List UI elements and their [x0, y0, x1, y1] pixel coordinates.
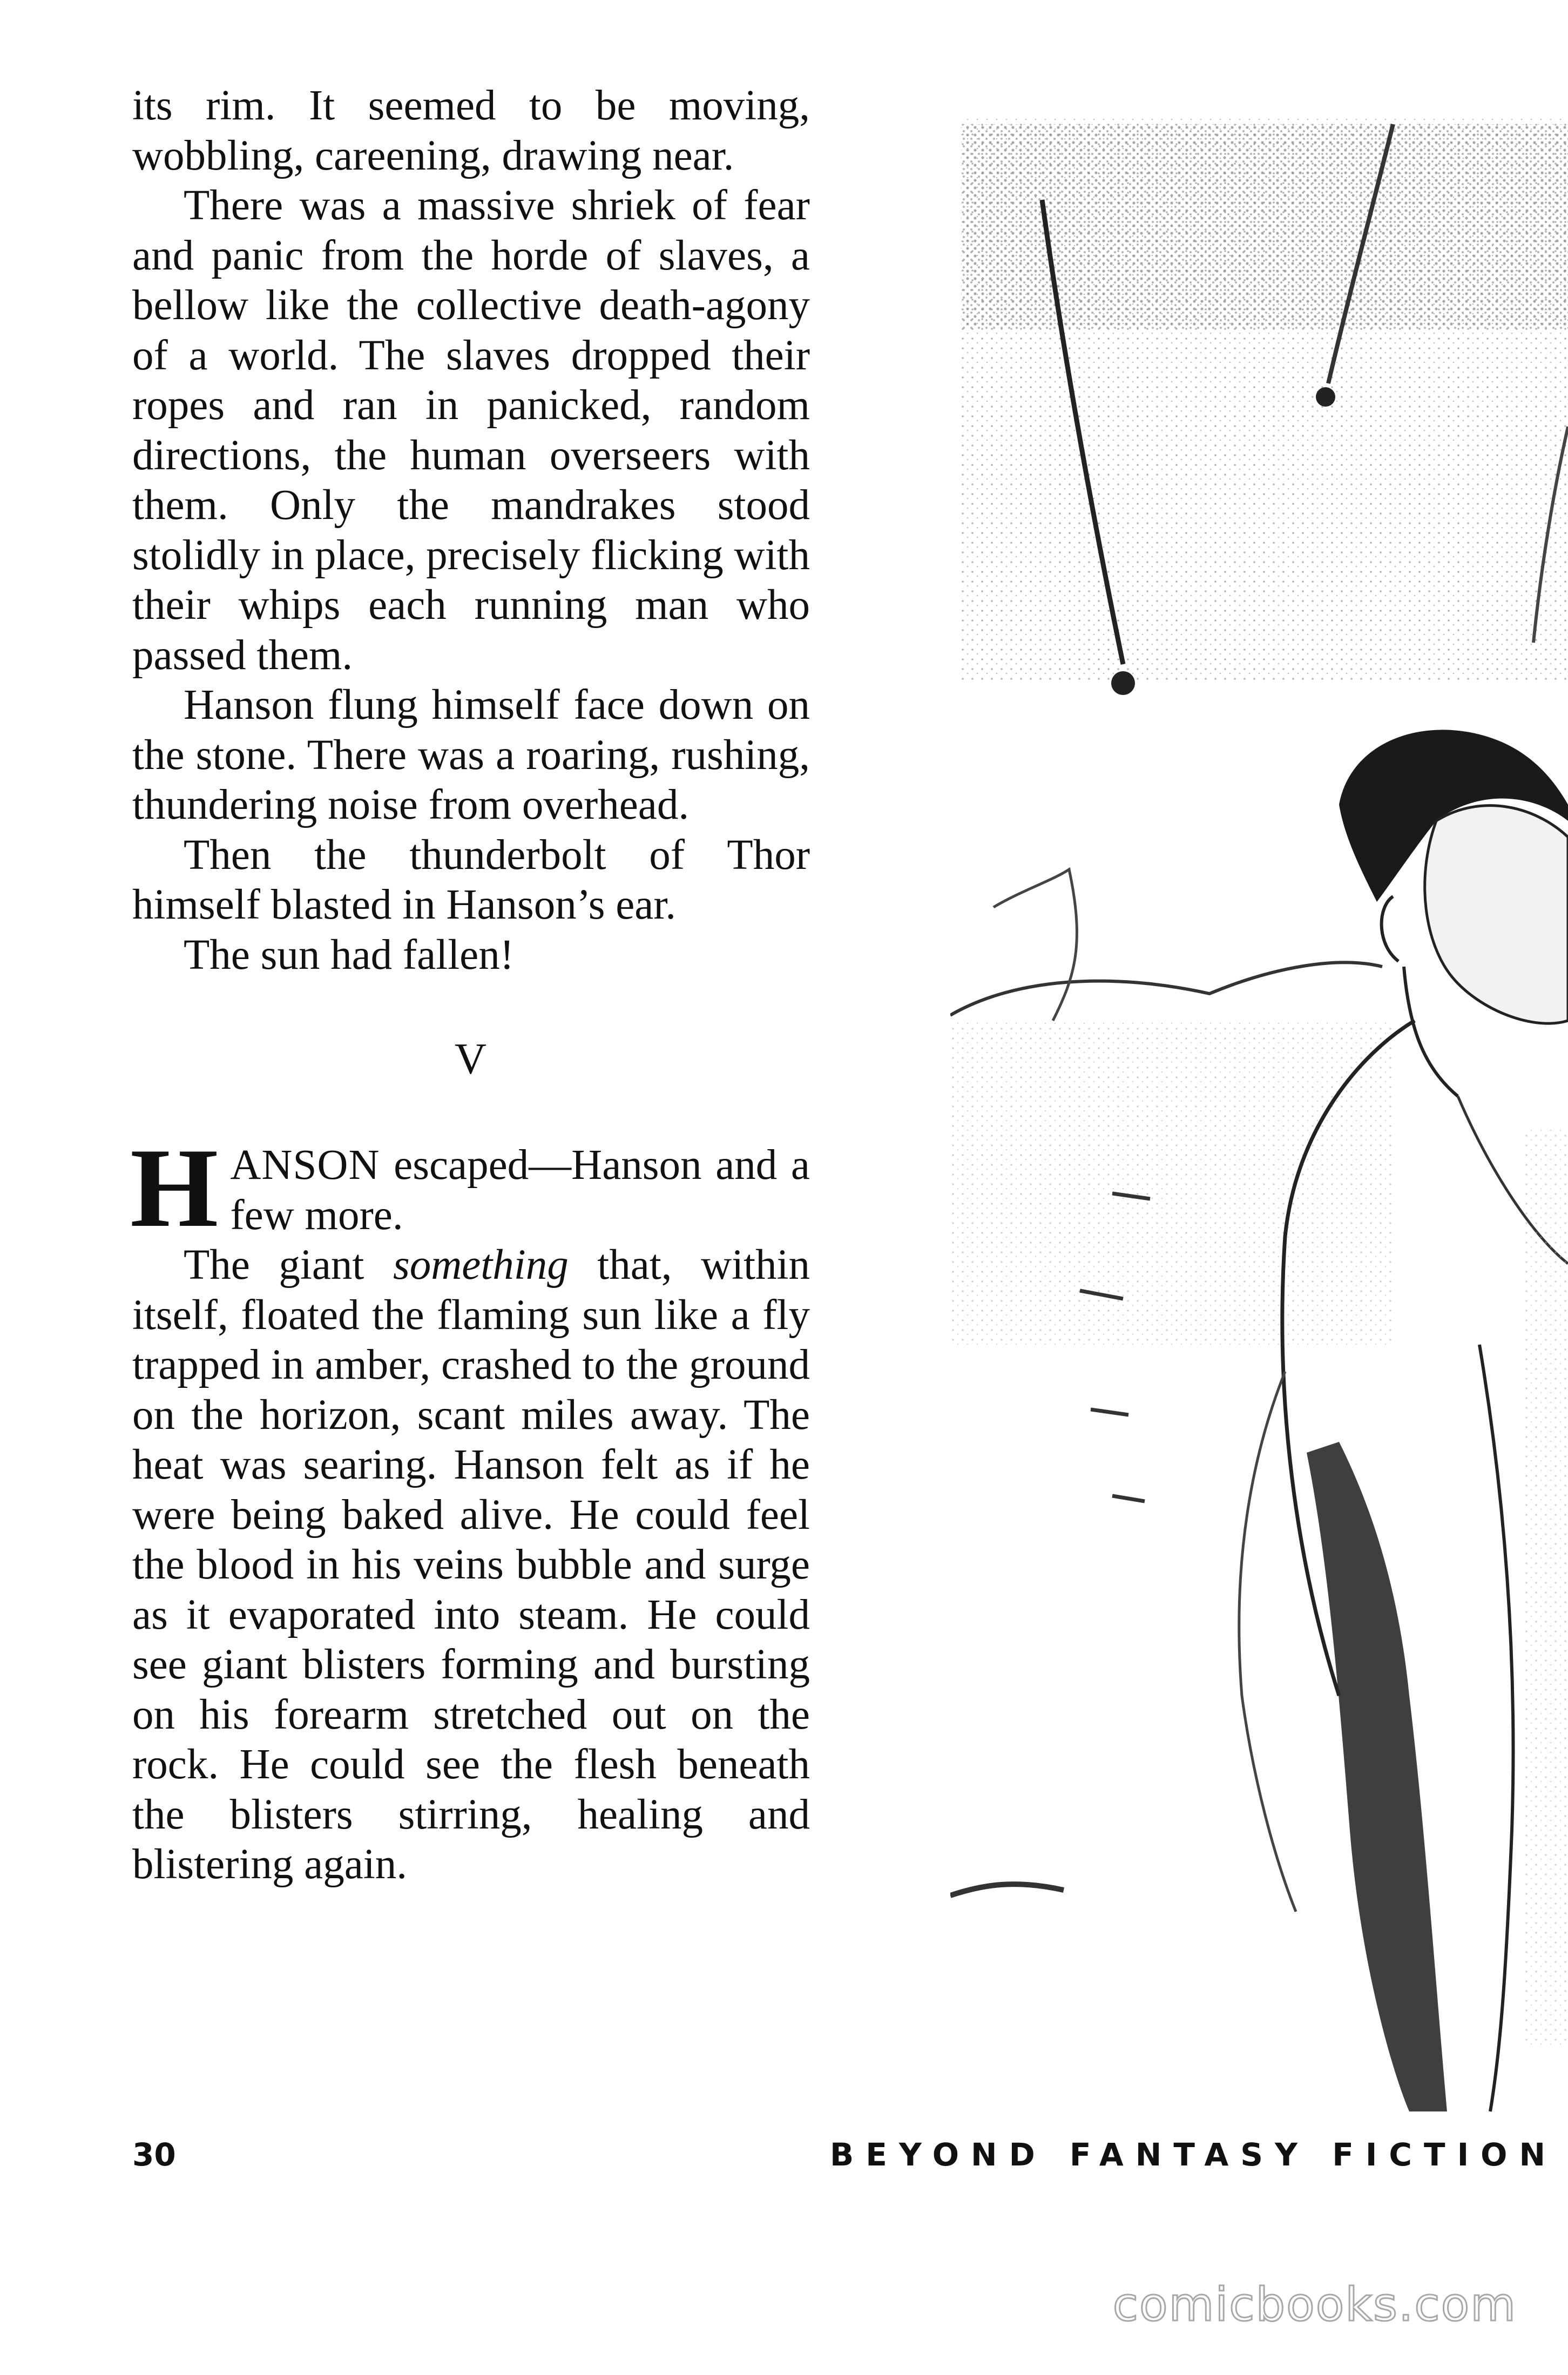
man-face [1425, 806, 1568, 1024]
rope-knot [1316, 387, 1335, 407]
paragraph: The sun had fallen! [184, 931, 515, 979]
hill-shape [993, 869, 1077, 1021]
watermark: comicbooks.com [1112, 2278, 1517, 2332]
paragraph: Then the thunderbolt of Thor himself blasted in Hanson’s ear. [132, 831, 810, 928]
hill-shading [950, 1021, 1393, 1345]
paragraph: its rim. It seemed to be moving, wobbling, careening, drawing near. [132, 82, 810, 179]
page-number: 30 [132, 2136, 176, 2173]
ground-streak [950, 1884, 1064, 1895]
man-ear [1382, 896, 1398, 961]
rope-knot [1111, 671, 1135, 695]
horizon-line [950, 962, 1382, 1015]
small-caps-word: ANSON [230, 1142, 380, 1189]
paragraph: There was a massive shriek of fear and panic from the horde of slaves, a bellow like the collective death-agony of a world. The slaves dropped their ropes and ran in panicked, random directions, the human overseers with them. Only the mandrakes stood stolidly in place, precisely flicking with their whips each running man who passed them. [132, 182, 810, 679]
man-arm-shading [1307, 1442, 1447, 2111]
magazine-title: BEYOND FANTASY FICTION [829, 2136, 1557, 2173]
ground-dash [1091, 1409, 1128, 1415]
paragraph-text: The giant [184, 1242, 393, 1288]
man-skin-tone [1523, 1129, 1568, 2047]
dropcap-paragraph [130, 1125, 810, 1251]
story-illustration [950, 103, 1568, 2128]
sky-dense-band [961, 124, 1568, 329]
drop-cap: H [130, 1125, 219, 1251]
section-heading: V [454, 1034, 488, 1083]
paragraph: Hanson flung himself face down on the stone. There was a roaring, rushing, thundering noise from overhead. [132, 682, 810, 828]
man-neck [1404, 967, 1458, 1096]
italic-word: something [393, 1242, 569, 1288]
ground-dash [1112, 1496, 1145, 1501]
story-text-column [132, 81, 810, 1890]
man-torso-outline [1479, 1345, 1513, 2111]
paragraph-text: escaped—Hanson and a few more. [230, 1142, 810, 1239]
paragraph-text: that, within itself, floated the flaming sun like a fly trapped in amber, crashed to the ground on the horizon, scant miles away. The heat was searing. Hanson felt as if he were being baked alive. He could feel the blood in his veins bubble and surge as it evaporated into steam. He could see giant blisters forming and bursting on his forearm stretched out on the rock. He could see the flesh beneath the blisters stirring, healing and blistering again. [132, 1242, 810, 1888]
paragraph [132, 1240, 810, 1890]
